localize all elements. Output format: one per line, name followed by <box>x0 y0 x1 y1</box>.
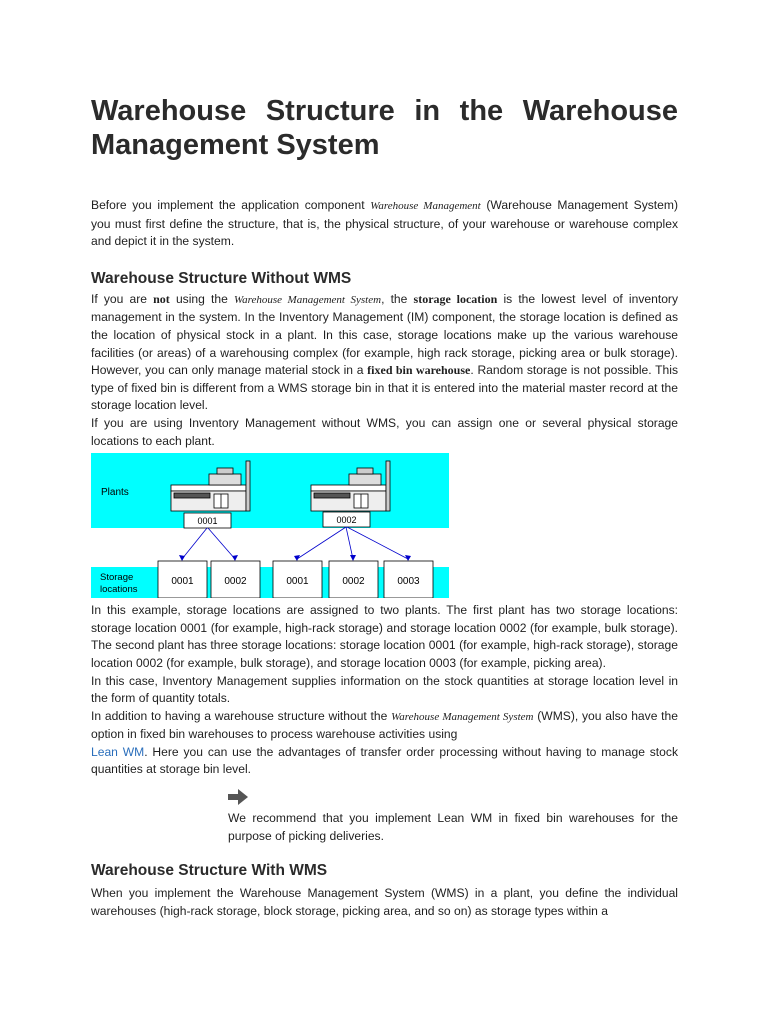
storage-label-1: Storage <box>100 572 134 584</box>
svg-text:0001: 0001 <box>197 516 218 527</box>
plant-storage-diagram <box>91 453 449 598</box>
document-page <box>91 94 678 920</box>
storage-location-0002-a <box>211 561 260 598</box>
paragraph-lean-wm: Lean WM. Here you can use the advantages of transfer order processing without having to manage stock quantities at storage bin level. <box>91 744 678 777</box>
section-heading-with-wms: Warehouse Structure With WMS <box>91 862 328 880</box>
term-warehouse-management: Warehouse Management <box>370 200 481 212</box>
title-line-1: Warehouse Structure in the Warehouse <box>91 95 678 127</box>
storage-label-2: locations <box>100 584 138 596</box>
svg-text:0002: 0002 <box>336 515 357 526</box>
paragraph-storage-location: If you are not using the Warehouse Management System, the storage location is the lowest level of inventory management in the system. In the Inventory Management (IM) component, the storage location is defined as the location of physical stock in a plant. In this case, storage locations make up the various warehouse facilities (or areas) of a warehousing complex (for example, high rack storage, picking area or bulk storage). However, you can only manage material stock in a fixed bin warehouse. Random storage is not possible. This type of fixed bin is different from a WMS storage bin in that it is entered into the material master record at the storage location level. <box>91 291 678 413</box>
plant-code-0002 <box>323 512 370 527</box>
svg-text:0002: 0002 <box>342 576 365 588</box>
arrow-right-icon <box>228 789 248 805</box>
connector-arrowheads <box>179 555 411 561</box>
svg-text:0001: 0001 <box>171 576 194 588</box>
storage-location-0001-a <box>158 561 207 598</box>
title-line-2: Management System <box>91 129 380 161</box>
svg-text:0001: 0001 <box>286 576 309 588</box>
page-title <box>91 94 678 162</box>
storage-location-boxes <box>158 561 433 598</box>
storage-location-0003 <box>384 561 433 598</box>
connector-lines <box>182 527 408 559</box>
recommendation-note <box>228 789 678 845</box>
storage-location-0001-b <box>273 561 322 598</box>
paragraph-fixed-bin: In addition to having a warehouse structure without the Warehouse Management System (WMS), you also have the option in fixed bin warehouses to process warehouse activities using <box>91 708 678 742</box>
paragraph-im-without-wms: If you are using Inventory Management without WMS, you can assign one or several physical storage locations to each plant. <box>91 415 678 448</box>
recommendation-text: We recommend that you implement Lean WM in fixed bin warehouses for the purpose of picking deliveries. <box>228 811 678 843</box>
section-heading-without-wms: Warehouse Structure Without WMS <box>91 269 352 287</box>
paragraph-example: In this example, storage locations are assigned to two plants. The first plant has two storage locations: storage location 0001 (for example, high-rack storage) and storage location 0002 (for example, bulk storage). The second plant has three storage locations: storage location 0001 (for example, high-rack storage), storage location 0002 (for example, bulk storage), and storage location 0003 (for example, picking area). <box>91 603 678 670</box>
svg-text:0002: 0002 <box>224 576 247 588</box>
paragraph-with-wms: When you implement the Warehouse Management System (WMS) in a plant, you define the individual warehouses (high-rack storage, block storage, picking area, and so on) as storage types within a <box>91 886 678 918</box>
svg-text:0003: 0003 <box>397 576 420 588</box>
paragraph-quantity-totals: In this case, Inventory Management supplies information on the stock quantities at storage location level in the form of quantity totals. <box>91 673 678 706</box>
lean-wm-link[interactable]: Lean WM <box>91 744 145 759</box>
plant-code-0001 <box>184 513 231 528</box>
plants-band <box>91 453 449 528</box>
plants-label: Plants <box>101 487 129 499</box>
storage-location-0002-b <box>329 561 378 598</box>
intro-paragraph: Before you implement the application component Warehouse Management (Warehouse Management System) you must first define the structure, that is, the physical structure, of your warehouse or warehouse complex and depict it in the system. <box>91 198 678 249</box>
